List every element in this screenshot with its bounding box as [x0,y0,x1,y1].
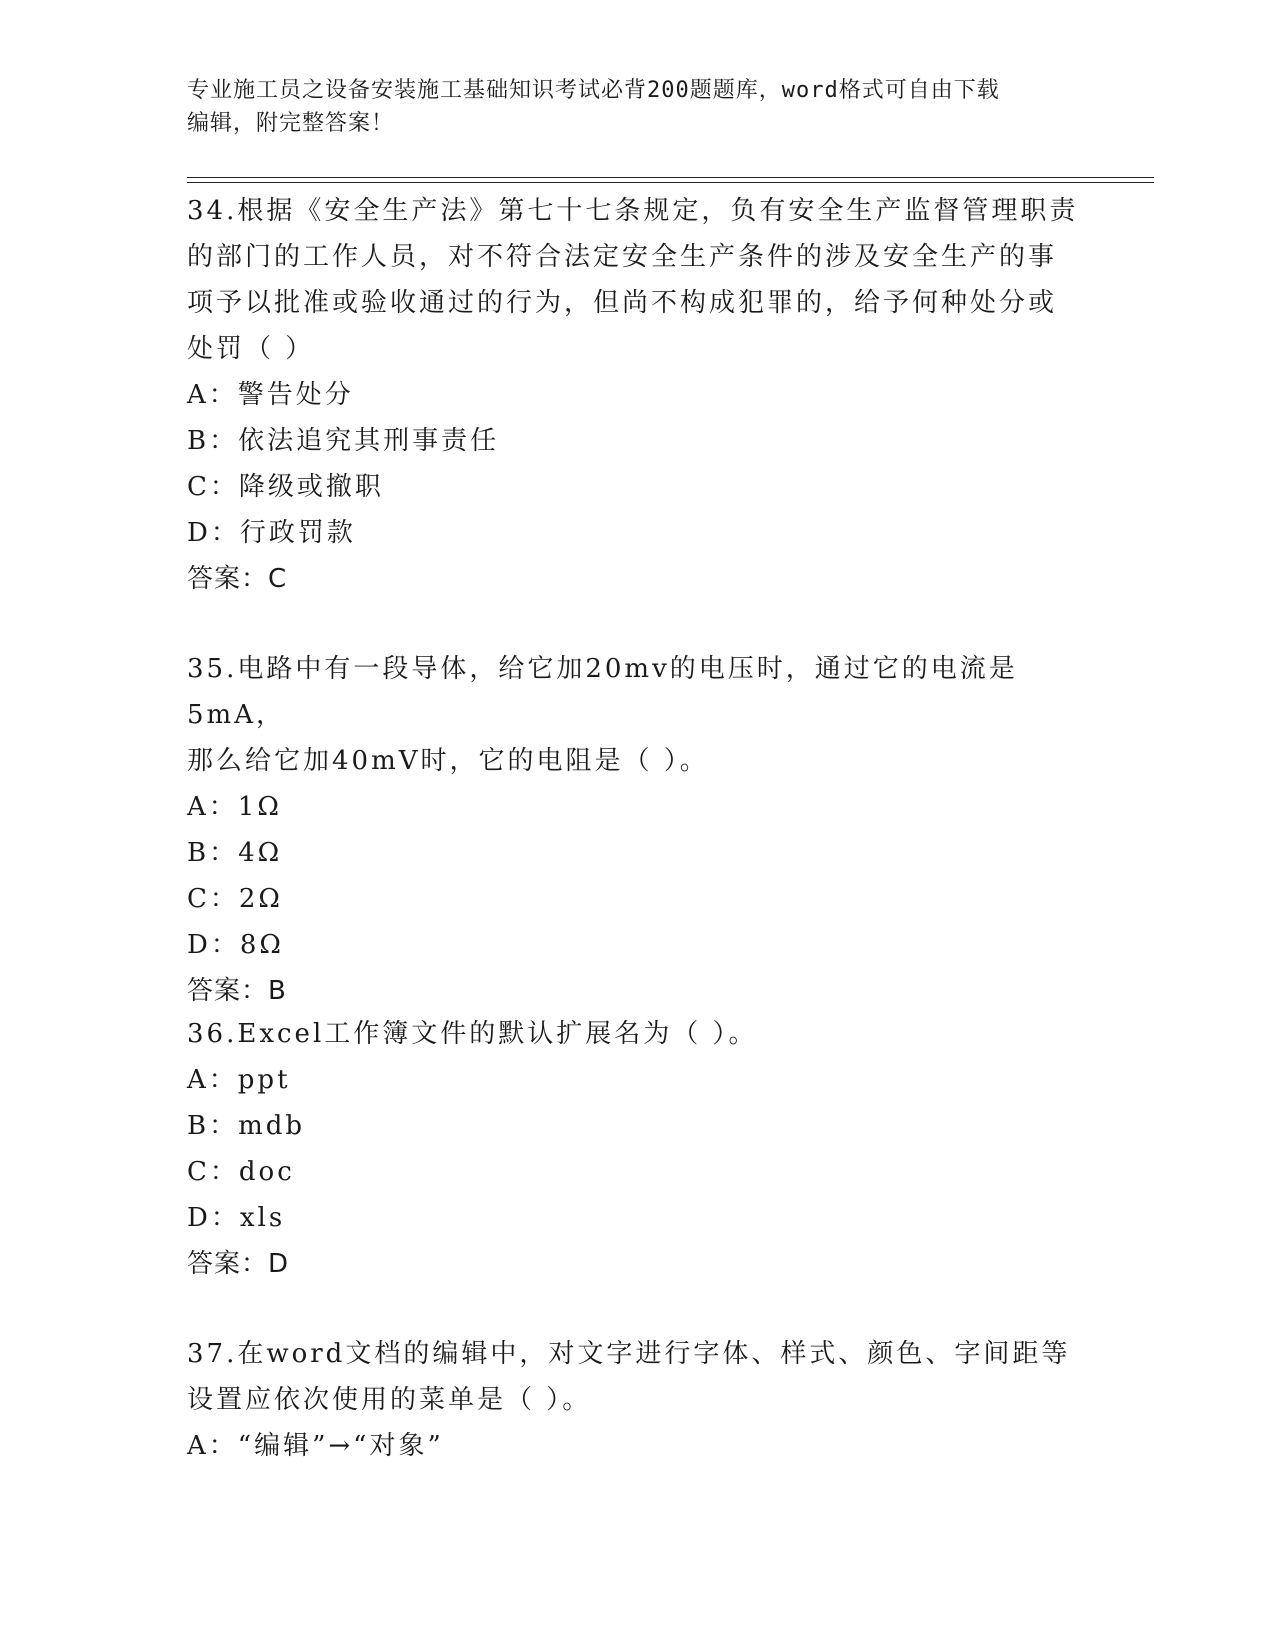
question-37 [187,1331,1087,1469]
option-b: B：4Ω [187,838,283,868]
document-header [187,74,1087,140]
option-d: D：8Ω [187,930,284,960]
option-c: C：降级或撤职 [187,472,384,502]
option-a: A：ppt [187,1065,291,1095]
option-d: D：行政罚款 [187,518,356,548]
question-35 [187,646,1087,1014]
header-divider-top [187,177,1154,178]
question-stem-line: 36.Excel工作簿文件的默认扩展名为（ ）。 [187,1019,758,1049]
question-stem-line: 37.在word文档的编辑中，对文字进行字体、样式、颜色、字间距等 [187,1339,1071,1369]
option-a: A：警告处分 [187,380,354,410]
question-34 [187,188,1087,602]
header-title-line2: 编辑，附完整答案！ [187,111,395,136]
question-stem-line: 的部门的工作人员，对不符合法定安全生产条件的涉及安全生产的事 [187,242,1058,272]
option-a: A：1Ω [187,792,282,822]
question-stem-line: 那么给它加40mV时，它的电阻是（ ）。 [187,746,709,776]
option-b: B：依法追究其刑事责任 [187,426,500,456]
option-c: C：2Ω [187,884,283,914]
question-stem-line: 35.电路中有一段导体，给它加20mv的电压时，通过它的电流是5mA， [187,654,1018,730]
option-d: D：xls [187,1203,286,1233]
question-stem-line: 设置应依次使用的菜单是（ ）。 [187,1385,592,1415]
answer-line: 答案：C [187,564,288,594]
option-b: B：mdb [187,1111,306,1141]
option-a: A：“编辑”→“对象” [187,1431,444,1461]
question-stem-line: 34.根据《安全生产法》第七十七条规定，负有安全生产监督管理职责 [187,196,1079,226]
option-c: C：doc [187,1157,295,1187]
question-stem-line: 项予以批准或验收通过的行为，但尚不构成犯罪的，给予何种处分或 [187,288,1058,318]
header-title-line1: 专业施工员之设备安装施工基础知识考试必背200题题库，word格式可自由下载 [187,78,1000,103]
question-stem-line: 处罚（ ） [187,334,315,364]
answer-line: 答案：D [187,1249,290,1279]
answer-line: 答案：B [187,976,287,1006]
question-36 [187,1011,1087,1287]
header-divider-bottom [187,182,1154,183]
